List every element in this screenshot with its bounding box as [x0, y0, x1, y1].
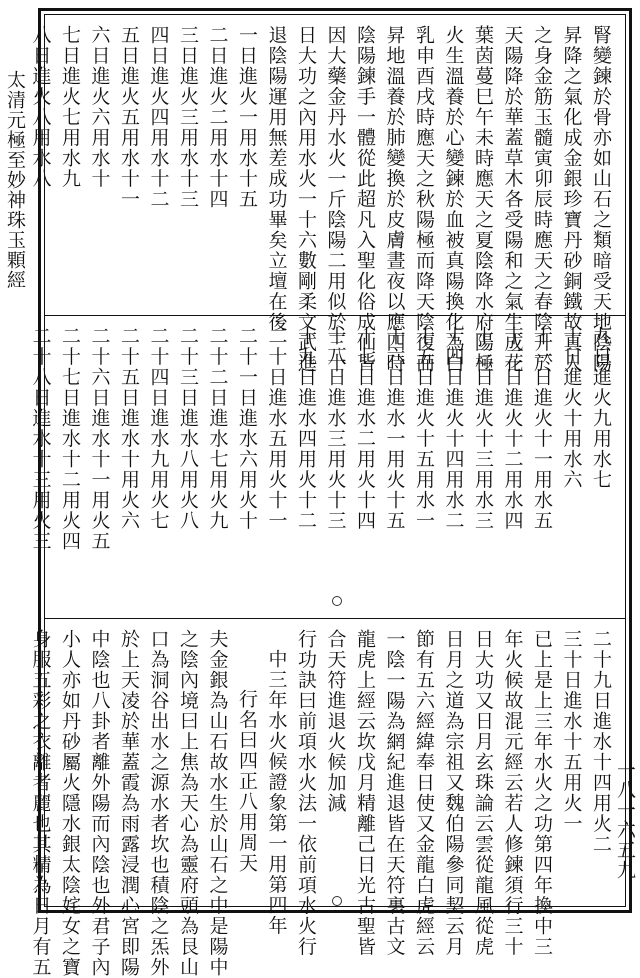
page-frame [29, 8, 632, 978]
text-column: 日月之道為宗祖又魏伯陽參同契云月 [442, 629, 465, 957]
text-column: 二十六日進水十一用火五 [88, 326, 111, 552]
section-circle-mark [332, 596, 342, 606]
page-number: 一八一六五九 [614, 760, 636, 880]
text-column: 葉茵蔓巳午未時應天之夏陰降水府陽極 [472, 25, 494, 374]
text-column: 九日進火九用水七 [590, 326, 612, 490]
text-column: 一陰一陽為網紀進退皆在天符裏古文 [383, 629, 406, 957]
text-column: 中陰也八卦者離外陽而內陰也外君子內 [88, 629, 111, 978]
text-column: 日大功之內用水火一十六數剛柔文武進 [295, 25, 317, 374]
text-column: 二十八日進水十三用火三 [29, 326, 52, 552]
text-column: 之陰內境曰上焦為天心為靈府頭為艮山 [177, 629, 199, 978]
text-column: 七日進火七用水九 [59, 25, 81, 189]
text-column: 六日進火六用水十 [88, 25, 111, 189]
text-column: 合天符進退火候加減 [324, 629, 347, 814]
text-column: 五日進火五用水十一 [118, 25, 140, 210]
text-column: 日大功又日月玄珠論云雲從龍風從虎 [472, 629, 494, 957]
text-column: 二十九日進水十四用火二 [590, 629, 612, 855]
text-column: 於上天凌於華蓋霞為雨露浸潤心宮即陽 [118, 629, 140, 978]
text-column: 已上是上三年水火之功第四年換中三 [531, 629, 553, 957]
text-column: 陰陽鍊手一體從此超凡入聖化俗成仙皆 [354, 25, 376, 374]
text-column: 一日進火一用水十五 [236, 25, 258, 210]
text-column: 二十日進水五用火十一 [265, 326, 288, 531]
text-column: 二十五日進水十用火六 [118, 326, 140, 531]
text-column: 年火候故混元經云若人修鍊須行三十 [501, 629, 524, 957]
text-column: 退陰陽運用無差成功畢矣立壇在後 [265, 25, 288, 333]
text-column: 天陽降於華蓋草木各受陽和之氣生成花 [501, 25, 524, 374]
text-column: 中三年水火候證象第一用第四年 [265, 649, 288, 936]
text-column: 乳申酉戌時應天之秋陽極而降天陰復而 [413, 25, 435, 374]
text-block-middle [29, 326, 615, 612]
text-column: 八日進火八用水八 [29, 25, 52, 189]
text-column: 二十四日進水九用火七 [147, 326, 170, 531]
text-column: 十八日進水三用火十三 [324, 326, 347, 531]
text-column: 十二日進火十二用水四 [501, 326, 524, 531]
text-column: 三日進火三用水十三 [177, 25, 199, 210]
text-column: 腎變鍊於骨亦如山石之類暗受天地陰陽 [590, 25, 612, 374]
text-block-bottom [29, 629, 615, 978]
text-column: 十一日進火十一用水五 [531, 326, 553, 531]
text-column: 節有五六經緯奉日使又金龍白虎經云 [413, 629, 435, 957]
text-column: 二十七日進水十二用火四 [59, 326, 81, 552]
text-column: 身服五彩之衣離者麗也其精為日月有五 [29, 629, 52, 978]
text-column: 十九日進水四用火十二 [295, 326, 317, 531]
text-column: 十四日進火十四用水二 [442, 326, 465, 531]
text-column: 夫金銀為山石故水生於山石之中是陽中 [206, 629, 229, 978]
text-column: 火生溫養於心變鍊於血被真陽換化為白 [442, 25, 465, 374]
text-column: 四日進火四用水十二 [147, 25, 170, 210]
text-column: 十三日進火十三用水三 [472, 326, 494, 531]
text-column: 十七日進水二用火十四 [354, 326, 376, 531]
text-column: 三十日進水十五用火一 [560, 629, 583, 834]
text-column: 昇降之氣化成金銀珍寶丹砂銅鐵故真人 [560, 25, 583, 374]
text-register-top [29, 15, 625, 374]
text-column: 二日進火二用水十四 [206, 25, 229, 210]
text-column: 口為洞谷出水之源水者坎也積陰之炁外 [147, 629, 170, 978]
text-column: 十日進火十用水六 [560, 326, 583, 490]
text-column: 十五日進火十五用水一 [413, 326, 435, 531]
text-column: 因大藥金丹水火一斤陰陽二用似於三十 [324, 25, 347, 374]
text-column: 行名曰四正八用周天 [236, 689, 258, 874]
book-title: 太清元極至妙神珠玉顆經 [4, 70, 26, 290]
text-column: 龍虎上經云坎戊月精離己日光古聖皆 [354, 629, 376, 957]
text-column: 之身金筋玉髓寅卯辰時應天之春陰升於 [531, 25, 553, 374]
text-column: 昇地溫養於肺變換於皮膚晝夜以應四時 [383, 25, 406, 374]
text-column: 小人亦如丹砂屬火隱水銀太陰姹女之寶 [59, 629, 81, 978]
text-register-bottom [29, 619, 625, 978]
frame-inner-border [29, 14, 626, 978]
text-register-middle [29, 316, 625, 618]
text-block-top [29, 25, 615, 374]
text-column: 二十一日進水六用火十 [236, 326, 258, 531]
text-column: 二十二日進水七用火九 [206, 326, 229, 531]
text-column: 十六日進水一用火十五 [383, 326, 406, 531]
section-circle-mark [332, 896, 342, 906]
text-column: 行功訣曰前項水火法一依前項水火行 [295, 629, 317, 957]
text-column: 二十三日進水八用火八 [177, 326, 199, 531]
